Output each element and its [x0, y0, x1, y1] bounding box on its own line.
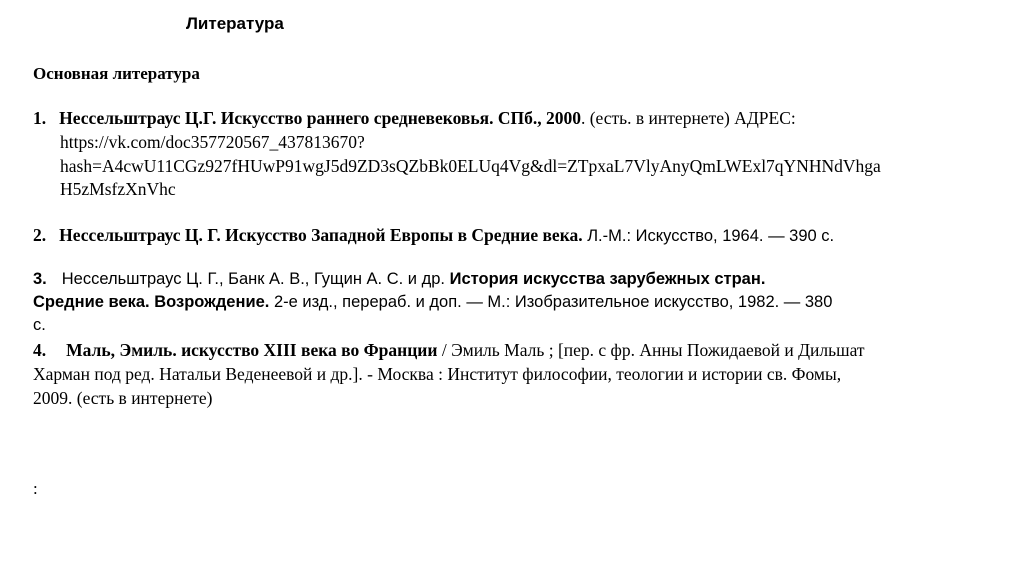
entry-number: 1.: [33, 108, 47, 128]
entry-author-title: Нессельштраус Ц.Г. Искусство раннего средневековья. СПб., 2000: [59, 108, 581, 128]
entry-title-part-2: Средние века. Возрождение.: [33, 293, 270, 311]
entry-4-line-3: 2009. (есть в интернете): [33, 388, 213, 408]
section-heading: Основная литература: [33, 64, 200, 83]
entry-number: 2.: [33, 225, 47, 245]
entry-2-line-1: [33, 225, 834, 246]
entry-author-title: Нессельштраус Ц. Г. Искусство Западной Европы в Средние века.: [59, 225, 583, 245]
entry-title-part-1: История искусства зарубежных стран.: [449, 270, 766, 288]
entry-3-line-1: [33, 270, 765, 289]
entry-3-line-3: с.: [33, 316, 46, 334]
entry-3-line-2: [33, 293, 832, 312]
entry-note: . (есть. в интернете) АДРЕС:: [580, 108, 796, 128]
entry-4-line-2: Харман под ред. Натальи Веденеевой и др.]. - Москва : Институт философии, теологии и истории св. Фомы,: [33, 364, 842, 384]
entry-authors: Нессельштраус Ц. Г., Банк А. В., Гущин А. С. и др.: [61, 270, 445, 288]
entry-4-line-1: [33, 340, 865, 361]
entry-number: 4.: [33, 340, 47, 360]
trailing-colon: :: [33, 479, 38, 498]
entry-details: Л.-М.: Искусство, 1964. — 390 с.: [582, 227, 835, 245]
entry-number: 3.: [33, 270, 47, 288]
entry-author-title: Маль, Эмиль. искусство XIII века во Франции: [66, 340, 438, 360]
entry-1-url-line-2: hash=A4cwU11CGz927fHUwP91wgJ5d9ZD3sQZbBk0ELUq4Vg&dl=ZTpxaL7VlyAnyQmLWExl7qYNHNdVhga: [60, 156, 881, 176]
entry-details: / Эмиль Маль ; [пер. с фр. Анны Пожидаевой и Дильшат: [437, 340, 865, 360]
entry-1-line-1: [33, 108, 796, 129]
page-title: Литература: [186, 14, 284, 33]
entry-1-url-line-1: https://vk.com/doc357720567_437813670?: [60, 132, 365, 152]
entry-1-url-line-3: H5zMsfzXnVhc: [60, 179, 176, 199]
entry-details: 2-е изд., перераб. и доп. — М.: Изобразительное искусство, 1982. — 380: [269, 293, 833, 311]
